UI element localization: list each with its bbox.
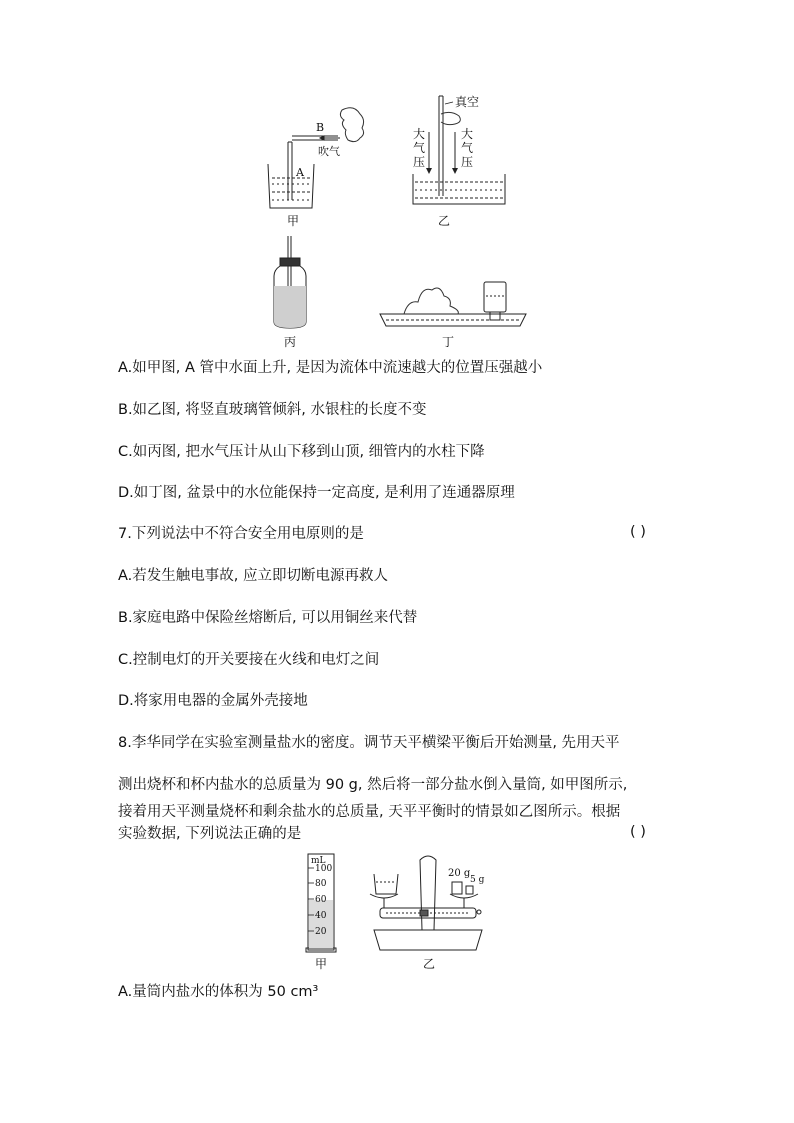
balance-pillar bbox=[420, 856, 436, 930]
tick-100: 100 bbox=[315, 864, 333, 874]
q8-option-a: A.量筒内盐水的体积为 50 cm³ bbox=[118, 984, 319, 1000]
svg-text:大: 大 bbox=[461, 127, 474, 141]
beaker-jia bbox=[268, 164, 314, 208]
figure-balance bbox=[366, 850, 490, 954]
svg-text:大: 大 bbox=[413, 127, 426, 141]
bottle-water bbox=[274, 286, 306, 328]
glass-tube bbox=[439, 96, 443, 196]
caption-yi: 乙 bbox=[438, 214, 451, 228]
svg-text:压: 压 bbox=[413, 155, 426, 169]
figure-bing bbox=[268, 236, 312, 332]
q6-option-d: D.如丁图, 盆景中的水位能保持一定高度, 是利用了连通器原理 bbox=[118, 485, 515, 501]
left-pan bbox=[370, 894, 398, 898]
atm-right bbox=[452, 126, 473, 174]
figure-cylinder bbox=[304, 852, 338, 954]
figure-ding bbox=[378, 276, 528, 332]
face-icon bbox=[340, 108, 363, 142]
q7-option-a: A.若发生触电事故, 应立即切断电源再救人 bbox=[118, 568, 388, 584]
q8-line4: 实验数据, 下列说法正确的是 bbox=[118, 826, 302, 842]
beaker-on-pan bbox=[374, 874, 398, 894]
rock bbox=[404, 288, 458, 314]
q6-option-b: B.如乙图, 将竖直玻璃管倾斜, 水银柱的长度不变 bbox=[118, 402, 427, 418]
atm-left bbox=[413, 126, 432, 174]
cylinder-unit: mL bbox=[311, 856, 326, 866]
q7-stem: 7.下列说法中不符合安全用电原则的是 bbox=[118, 526, 364, 542]
q8-line3: 接着用天平测量烧杯和剩余盐水的总质量, 天平平衡时的情景如乙图所示。根据 bbox=[118, 804, 621, 820]
tick-20: 20 bbox=[315, 927, 327, 937]
q6-option-a: A.如甲图, A 管中水面上升, 是因为流体中流速越大的位置压强越小 bbox=[118, 360, 543, 376]
q8-answer-paren: ( ) bbox=[630, 824, 646, 840]
weight-20g-label: 20 g bbox=[448, 868, 471, 879]
tick-60: 60 bbox=[315, 895, 327, 905]
right-pan bbox=[450, 894, 478, 898]
caption-jia: 甲 bbox=[287, 214, 300, 228]
weight-20g bbox=[452, 882, 462, 894]
svg-text:气: 气 bbox=[461, 141, 474, 155]
label-vacuum: 真空 bbox=[455, 95, 480, 109]
q8-line2: 测出烧杯和杯内盐水的总质量为 90 g, 然后将一部分盐水倒入量筒, 如甲图所示, bbox=[118, 777, 628, 793]
label-a: A bbox=[296, 166, 304, 179]
weight-5g-label: 5 g bbox=[470, 875, 485, 885]
q7-option-d: D.将家用电器的金属外壳接地 bbox=[118, 693, 308, 709]
weight-5g bbox=[466, 886, 473, 894]
svg-text:气: 气 bbox=[413, 141, 426, 155]
tray bbox=[380, 314, 526, 326]
q6-option-c: C.如丙图, 把水气压计从山下移到山顶, 细管内的水柱下降 bbox=[118, 444, 485, 460]
mercury-trough bbox=[413, 174, 505, 204]
q8-line1: 8.李华同学在实验室测量盐水的密度。调节天平横梁平衡后开始测量, 先用天平 bbox=[118, 735, 620, 751]
caption-balance: 乙 bbox=[423, 957, 436, 971]
tick-40: 40 bbox=[315, 911, 327, 921]
caption-cylinder: 甲 bbox=[315, 957, 328, 971]
q7-answer-paren: ( ) bbox=[630, 524, 646, 540]
label-blow: 吹气 bbox=[318, 145, 340, 158]
caption-bing: 丙 bbox=[284, 335, 297, 349]
tube-a bbox=[288, 142, 292, 200]
label-b: B bbox=[316, 121, 325, 134]
hand-icon bbox=[441, 112, 460, 124]
figure-yi bbox=[405, 92, 515, 212]
q7-option-c: C.控制电灯的开关要接在火线和电灯之间 bbox=[118, 652, 380, 668]
balance-base bbox=[374, 930, 482, 950]
caption-ding: 丁 bbox=[442, 335, 455, 349]
arrow-blow bbox=[320, 136, 340, 140]
q7-option-b: B.家庭电路中保险丝熔断后, 可以用铜丝来代替 bbox=[118, 610, 418, 626]
tick-80: 80 bbox=[315, 879, 327, 889]
figure-jia bbox=[260, 100, 370, 210]
svg-text:压: 压 bbox=[461, 155, 474, 169]
cylinder-liquid bbox=[309, 900, 333, 948]
